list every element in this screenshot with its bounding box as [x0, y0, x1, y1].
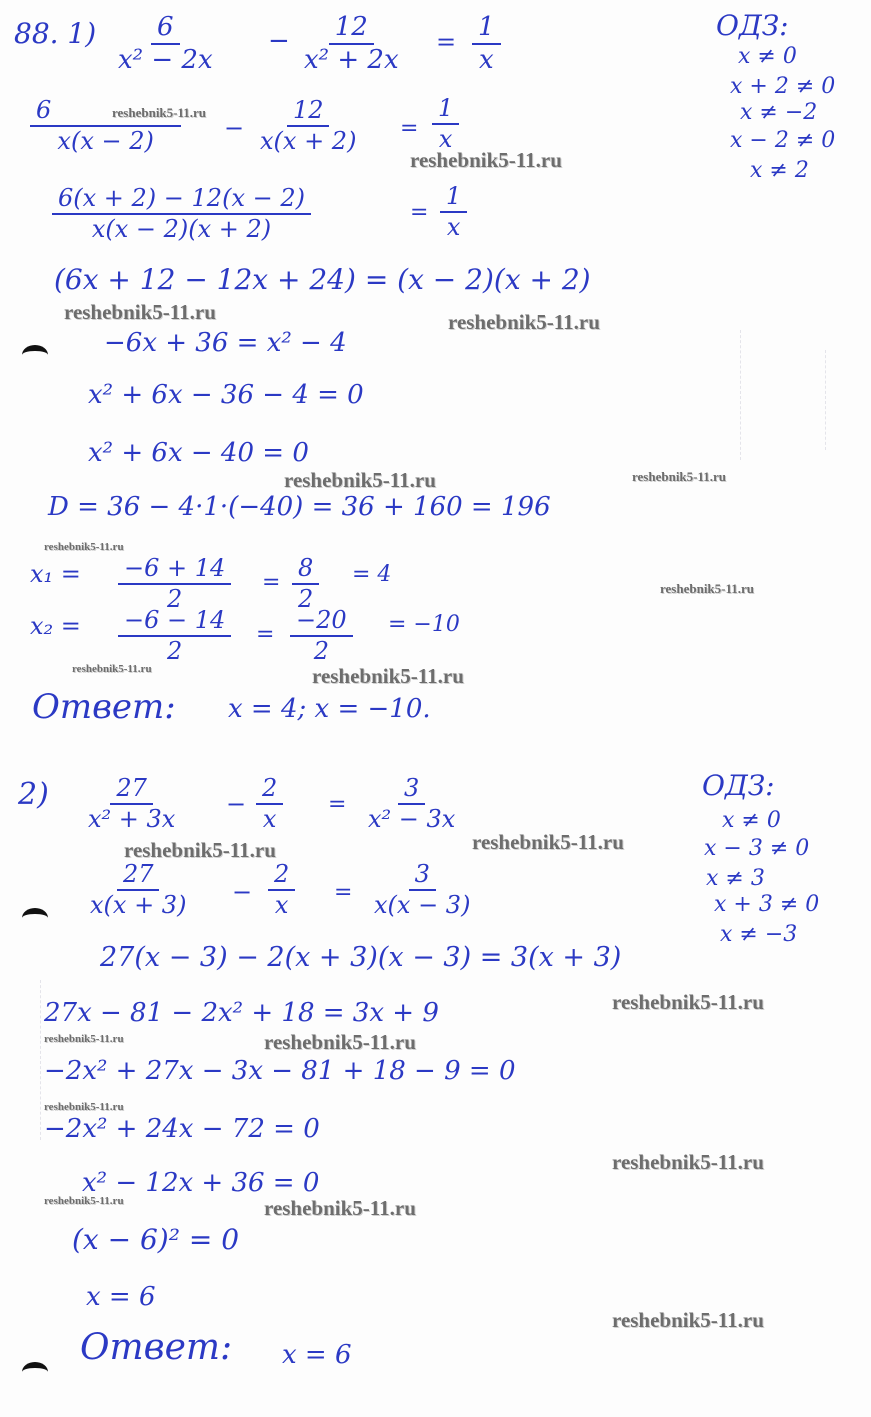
p1-s1-fraction-3 [432, 96, 459, 152]
p1-s2-equals: = [410, 200, 429, 225]
watermark: reshebnik5-11.ru [264, 1196, 416, 1220]
denominator: x² + 2x [304, 45, 399, 76]
paper-guide-line [40, 980, 41, 1140]
watermark: reshebnik5-11.ru [312, 664, 464, 688]
p2-odz-line: x ≠ −3 [720, 922, 798, 947]
watermark: reshebnik5-11.ru [44, 1195, 124, 1207]
p2-step-2: 27(x − 3) − 2(x + 3)(x − 3) = 3(x + 3) [100, 942, 622, 973]
watermark: reshebnik5-11.ru [448, 310, 600, 334]
p1-odz-line: x ≠ 2 [750, 158, 809, 183]
watermark: reshebnik5-11.ru [124, 838, 276, 862]
numerator: −6 + 14 [118, 556, 231, 585]
p1-step-6: x² + 6x − 40 = 0 [88, 438, 309, 468]
p2-eq-fraction-1 [82, 776, 181, 832]
denominator: x(x − 2) [57, 127, 154, 156]
watermark: reshebnik5-11.ru [472, 830, 624, 854]
watermark: reshebnik5-11.ru [284, 468, 436, 492]
p1-answer-label: Ответ: [32, 687, 176, 727]
watermark: reshebnik5-11.ru [632, 469, 727, 484]
watermark: reshebnik5-11.ru [612, 1308, 764, 1332]
p1-eq-fraction-3 [472, 14, 501, 75]
p1-odz-line: x + 2 ≠ 0 [730, 74, 836, 99]
p2-answer-label: Ответ: [80, 1327, 233, 1368]
p2-odz-line: x + 3 ≠ 0 [714, 892, 820, 917]
denominator: x(x + 2) [260, 127, 357, 156]
numerator: −20 [290, 608, 353, 637]
p2-s1-equals: = [334, 880, 353, 905]
denominator: x [438, 125, 453, 154]
denominator: x(x − 2)(x + 2) [91, 215, 272, 244]
p1-x2-equals: = [256, 622, 275, 647]
denominator: x [262, 805, 277, 834]
denominator: x [274, 891, 289, 920]
watermark: reshebnik5-11.ru [410, 148, 562, 172]
numerator: 27 [110, 776, 153, 805]
watermark: reshebnik5-11.ru [72, 663, 152, 675]
p1-s2-rhs-fraction [440, 184, 467, 240]
paper-guide-line [825, 350, 826, 450]
p2-eq-equals: = [328, 792, 347, 817]
p1-odz-line: x ≠ −2 [740, 100, 818, 125]
p1-step-7-discriminant: D = 36 − 4·1·(−40) = 36 + 160 = 196 [48, 492, 551, 522]
p1-x2-fraction-2 [290, 608, 353, 664]
numerator: 12 [287, 98, 330, 127]
p1-step-5: x² + 6x − 36 − 4 = 0 [88, 380, 364, 410]
p2-step-4: −2x² + 27x − 3x − 81 + 18 − 9 = 0 [44, 1056, 516, 1086]
p1-s1-equals: = [400, 116, 419, 141]
watermark: reshebnik5-11.ru [612, 990, 764, 1014]
p2-eq-fraction-2 [256, 776, 283, 832]
p2-s1-minus: − [232, 878, 253, 906]
binding-mark [22, 345, 48, 365]
watermark: reshebnik5-11.ru [64, 300, 216, 324]
p1-x1-label: x₁ = [30, 560, 81, 588]
numerator: 3 [398, 776, 425, 805]
p2-step-3: 27x − 81 − 2x² + 18 = 3x + 9 [44, 998, 439, 1028]
numerator: 1 [432, 96, 459, 125]
p1-eq-equals: = [436, 28, 457, 56]
p1-x1-fraction [118, 556, 231, 612]
denominator: x² − 2x [118, 45, 213, 76]
denominator: x² − 3x [368, 805, 456, 834]
p1-odz-line: x − 2 ≠ 0 [730, 128, 836, 153]
p2-step-6: x² − 12x + 36 = 0 [82, 1168, 320, 1198]
p1-x1-equals: = [262, 570, 281, 595]
p2-answer-value: x = 6 [282, 1340, 352, 1370]
p1-x2-label: x₂ = [30, 612, 81, 640]
numerator: 12 [329, 14, 374, 45]
p2-step-7: (x − 6)² = 0 [72, 1223, 240, 1256]
p1-x1-fraction-2 [292, 556, 319, 612]
denominator: x [446, 213, 461, 242]
p1-s1-minus: − [224, 114, 245, 142]
p2-eq-fraction-3 [362, 776, 461, 832]
p1-odz-title: ОДЗ: [716, 9, 789, 42]
p1-x2-fraction [118, 608, 231, 664]
binding-mark [22, 908, 48, 928]
p1-s2-fraction [52, 186, 311, 242]
watermark: reshebnik5-11.ru [612, 1150, 764, 1174]
denominator: x(x − 3) [374, 891, 471, 920]
p2-step-8-root: x = 6 [86, 1282, 156, 1312]
p1-eq-fraction-2 [298, 14, 405, 75]
numerator: 27 [117, 862, 160, 891]
numerator: 6 [30, 98, 181, 127]
denominator: 2 [313, 637, 329, 666]
numerator: 6(x + 2) − 12(x − 2) [52, 186, 311, 215]
p2-s1-fraction-2 [268, 862, 295, 918]
p2-odz-title: ОДЗ: [702, 769, 775, 802]
numerator: 3 [409, 862, 436, 891]
watermark: reshebnik5-11.ru [44, 1033, 124, 1045]
numerator: 8 [292, 556, 319, 585]
denominator: x(x + 3) [90, 891, 187, 920]
binding-mark [22, 1362, 48, 1382]
numerator: 1 [472, 14, 501, 45]
denominator: x² + 3x [88, 805, 176, 834]
p2-odz-line: x − 3 ≠ 0 [704, 836, 810, 861]
numerator: 2 [256, 776, 283, 805]
denominator: x [478, 45, 494, 76]
p1-x2-result: = −10 [388, 612, 460, 637]
p2-eq-minus: − [226, 790, 247, 818]
denominator: 2 [167, 585, 183, 614]
numerator: 2 [268, 862, 295, 891]
p2-step-5: −2x² + 24x − 72 = 0 [44, 1114, 320, 1144]
numerator: 6 [151, 14, 180, 45]
paper-guide-line [740, 330, 741, 460]
p1-eq-minus: − [268, 26, 290, 56]
p2-odz-line: x ≠ 3 [706, 866, 765, 891]
watermark: reshebnik5-11.ru [44, 541, 124, 553]
watermark: reshebnik5-11.ru [264, 1030, 416, 1054]
watermark: reshebnik5-11.ru [44, 1101, 124, 1113]
p1-eq-fraction-1 [112, 14, 219, 75]
denominator: 2 [298, 585, 314, 614]
p2-odz-line: x ≠ 0 [722, 808, 781, 833]
watermark: reshebnik5-11.ru [660, 581, 755, 596]
p1-odz-line: x ≠ 0 [738, 44, 797, 69]
numerator: 1 [440, 184, 467, 213]
numerator: −6 − 14 [118, 608, 231, 637]
p2-s1-fraction-3 [368, 862, 476, 918]
p1-s1-fraction-2 [254, 98, 362, 154]
problem-1-label: 88. 1) [14, 17, 97, 50]
denominator: 2 [167, 637, 183, 666]
p1-step-3: (6x + 12 − 12x + 24) = (x − 2)(x + 2) [54, 263, 591, 296]
p1-x1-result: = 4 [352, 562, 392, 587]
watermark: reshebnik5-11.ru [112, 105, 207, 120]
p2-s1-fraction-1 [84, 862, 192, 918]
p1-answer-value: x = 4; x = −10. [228, 694, 431, 724]
p1-step-4: −6x + 36 = x² − 4 [104, 328, 347, 358]
problem-2-label: 2) [18, 777, 49, 812]
